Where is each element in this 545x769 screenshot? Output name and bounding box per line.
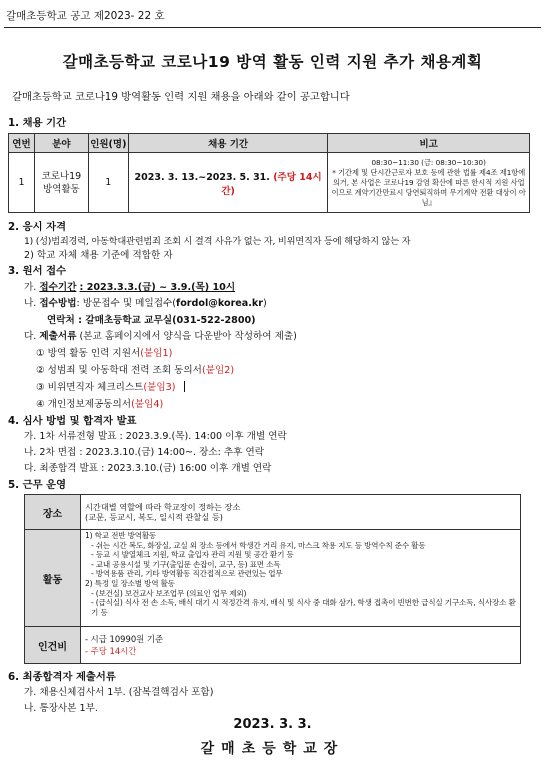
application-method	[24, 295, 267, 309]
application-method-prefix: 나.	[24, 298, 37, 309]
col-header-note: 비고	[328, 134, 530, 153]
doc-ref: (붙임4)	[131, 399, 164, 410]
doc-num: ①	[36, 348, 45, 359]
activity-line: - 쉬는 시간 복도, 화장실, 교실 외 장소 등에서 학생간 거리 유지, 마스크 착용 지도 등 방역수칙 준수 활동	[91, 540, 426, 550]
activity-label: 활동	[25, 530, 81, 627]
doc-ref: (붙임1)	[140, 348, 173, 359]
submission-docs-value: (본교 홈페이지에서 양식을 다운받아 작성하여 제출)	[79, 331, 297, 342]
table-row	[25, 495, 521, 530]
place-line: (교문, 등교시, 복도, 일시적 관찰실 등)	[85, 512, 223, 522]
final-doc-2: 나. 통장사본 1부.	[24, 703, 98, 714]
pay-line: - 시급 10990원 기준	[85, 634, 164, 644]
contact-value: : 갈매초등학교 교무실(031-522-2800)	[78, 315, 256, 326]
activity-line: - 등교 시 발열체크 지원, 학교 출입자 관리 지원 및 공간 환기 등	[91, 550, 294, 560]
table-row	[9, 153, 530, 213]
intro-text: 갈매초등학교 코로나19 방역활동 인력 지원 채용을 아래와 같이 공고합니다	[12, 91, 350, 103]
doc-ref: (붙임3)	[143, 382, 176, 393]
cell-field: 코로나19 방역활동	[34, 153, 88, 213]
table-header-row	[9, 134, 530, 153]
header-rule	[4, 27, 541, 28]
application-method-value: : 방문접수 및 메일접수(	[76, 298, 177, 309]
doc-item	[36, 345, 172, 359]
doc-ref: (붙임2)	[201, 365, 235, 376]
cell-period	[128, 153, 328, 213]
cell-note	[328, 153, 530, 213]
signature-organization: 갈매초등학교장	[200, 741, 345, 757]
doc-num: ③	[36, 382, 45, 393]
period-hours: (주당 14시간)	[221, 171, 322, 197]
doc-item	[36, 379, 185, 393]
section-1-heading: 1. 채용 기간	[8, 117, 67, 129]
doc-num: ④	[36, 399, 45, 410]
section-3-heading: 3. 원서 접수	[8, 265, 67, 277]
qualification-1: 1) (성)범죄경력, 아동학대관련범죄 조회 시 결격 사유가 없는 자, 비위면직자 등에 해당하지 않는 자	[24, 236, 411, 247]
notice-number: 갈매초등학교 공고 제2023- 22 호	[6, 10, 165, 22]
note-time: 08:30~11:30 (금: 08:30~10:30)	[371, 157, 486, 167]
table-row	[25, 530, 521, 627]
document-title: 갈매초등학교 코로나19 방역 활동 인력 지원 추가 채용계획	[62, 53, 483, 71]
col-header-no: 연번	[9, 134, 35, 153]
cell-count: 1	[88, 153, 128, 213]
doc-name: 방역 활동 인력 지원서	[47, 348, 141, 359]
application-period-label: 접수기간	[39, 282, 77, 293]
col-header-count: 인원(명)	[88, 134, 128, 153]
application-method-label: 접수방법	[39, 298, 77, 309]
text-cursor	[184, 381, 186, 392]
final-doc-1: 가. 채용신체검사서 1부. (잠복결핵검사 포함)	[24, 687, 214, 698]
submission-docs-prefix: 다.	[24, 331, 37, 342]
place-label: 장소	[25, 495, 81, 530]
activity-line: 1) 학교 전반 방역활동	[85, 531, 157, 540]
section-4-heading: 4. 심사 방법 및 합격자 발표	[8, 415, 137, 427]
period-dates: 2023. 3. 13.~2023. 5. 31.	[134, 171, 270, 183]
contact	[47, 312, 256, 326]
application-email[interactable]: fordol@korea.kr	[176, 298, 264, 309]
cell-no: 1	[9, 153, 35, 213]
qualification-2: 2) 학교 자체 채용 기준에 적합한 자	[24, 250, 173, 261]
work-table	[24, 494, 521, 664]
doc-name: 성범죄 및 아동학대 전력 조회 동의서	[47, 365, 202, 376]
place-cell	[81, 495, 521, 530]
activity-cell	[81, 530, 521, 627]
application-period-value: : 2023.3.3.(금) ~ 3.9.(목) 10시	[79, 282, 236, 293]
activity-line: - (보건실) 보건교사 보조업무 (의료인 업무 제외)	[91, 588, 247, 598]
application-period	[24, 279, 235, 293]
application-period-prefix: 가.	[24, 282, 37, 293]
activity-line: - 방역용품 관리, 기타 방역활동 직간접적으로 관련있는 업무	[91, 569, 283, 579]
result-item-1: 가. 1차 서류전형 발표 : 2023.3.9.(목). 14:00 이후 개별 연락	[24, 431, 287, 442]
doc-num: ②	[36, 365, 45, 376]
table-row	[25, 627, 521, 664]
doc-item	[36, 396, 163, 410]
note-text: * 기간제 및 단시간근로자 보호 등에 관한 법률 제4조 제1항에 의거, 본 사업은 코로나19 감염 확산에 따른 한시적 지원 사업이므로 계약기간만료시 당연퇴직하며 무기계약 전환 대상이 아님』	[331, 167, 526, 207]
contact-label: 연락처	[47, 315, 75, 326]
section-2-heading: 2. 응시 자격	[8, 221, 67, 233]
place-line: 시간대별 역할에 따라 학교장이 정하는 장소	[85, 501, 241, 512]
col-header-period: 채용 기간	[128, 134, 328, 153]
doc-name: 비위면직자 체크리스트	[47, 382, 144, 393]
signature-date: 2023. 3. 3.	[233, 717, 312, 732]
activity-line: - (급식실) 식사 전 손 소독, 배식 대기 시 적정간격 유지, 배식 및 식사 중 대화 삼가, 학생 접촉이 빈번한 급식실 기구소독, 식사장소 환기 등	[91, 598, 516, 617]
col-header-field: 분야	[34, 134, 88, 153]
application-method-end: )	[263, 298, 267, 309]
hiring-period-table	[8, 133, 530, 213]
result-item-3: 다. 최종합격 발표 : 2023.3.10.(금) 16:00 이후 개별 연락	[24, 463, 272, 474]
submission-docs-label: 제출서류	[39, 331, 77, 342]
pay-line-hours: - 주당 14시간	[85, 646, 137, 656]
result-item-2: 나. 2차 면접 : 2023.3.10.(금) 14:00~. 장소: 추후 연락	[24, 447, 265, 458]
doc-name: 개인정보제공동의서	[47, 399, 132, 410]
pay-label: 인건비	[25, 627, 81, 664]
section-5-heading: 5. 근무 운영	[8, 479, 67, 491]
pay-cell	[81, 627, 521, 664]
submission-docs	[24, 328, 297, 342]
section-6-heading: 6. 최종합격자 제출서류	[8, 671, 116, 683]
doc-item	[36, 362, 234, 376]
activity-line: 2) 특정 일 장소별 방역 활동	[85, 578, 175, 588]
activity-line: - 교내 공용시설 및 기구(출입문 손잡이, 교구, 등) 표면 소독	[91, 559, 281, 569]
